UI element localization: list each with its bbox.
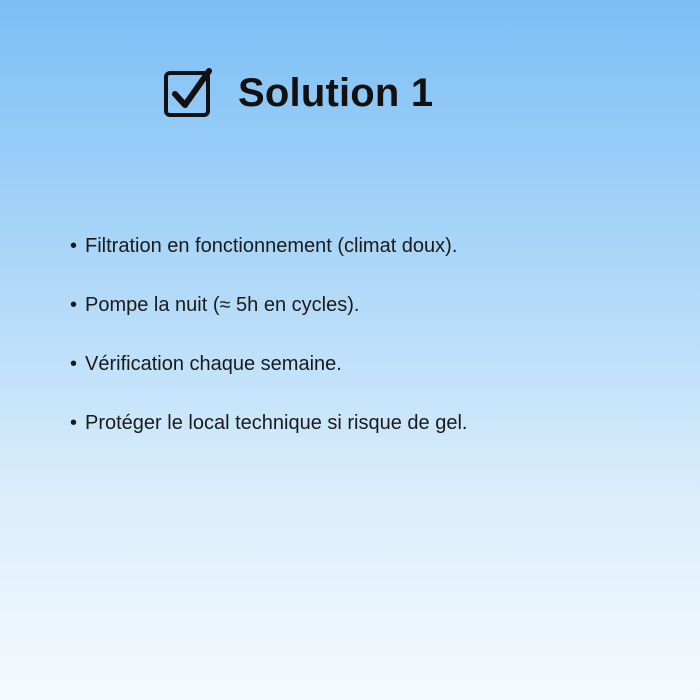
list-item-text: Vérification chaque semaine. <box>85 353 342 375</box>
list-item-text: Pompe la nuit (≈ 5h en cycles). <box>85 294 360 316</box>
list-item <box>70 291 467 319</box>
bullet-glyph: • <box>70 353 78 375</box>
bullet-glyph: • <box>70 235 78 257</box>
slide-header <box>163 66 433 120</box>
list-item-text: Protéger le local technique si risque de gel. <box>85 412 468 434</box>
list-item <box>70 350 467 378</box>
bullet-list <box>70 232 467 468</box>
checkbox-checked-icon <box>163 68 213 118</box>
list-item <box>70 409 467 437</box>
list-item-text: Filtration en fonctionnement (climat doux). <box>85 235 458 257</box>
bullet-glyph: • <box>70 294 78 316</box>
bullet-glyph: • <box>70 412 78 434</box>
list-item <box>70 232 467 260</box>
slide-title: Solution 1 <box>238 71 434 115</box>
